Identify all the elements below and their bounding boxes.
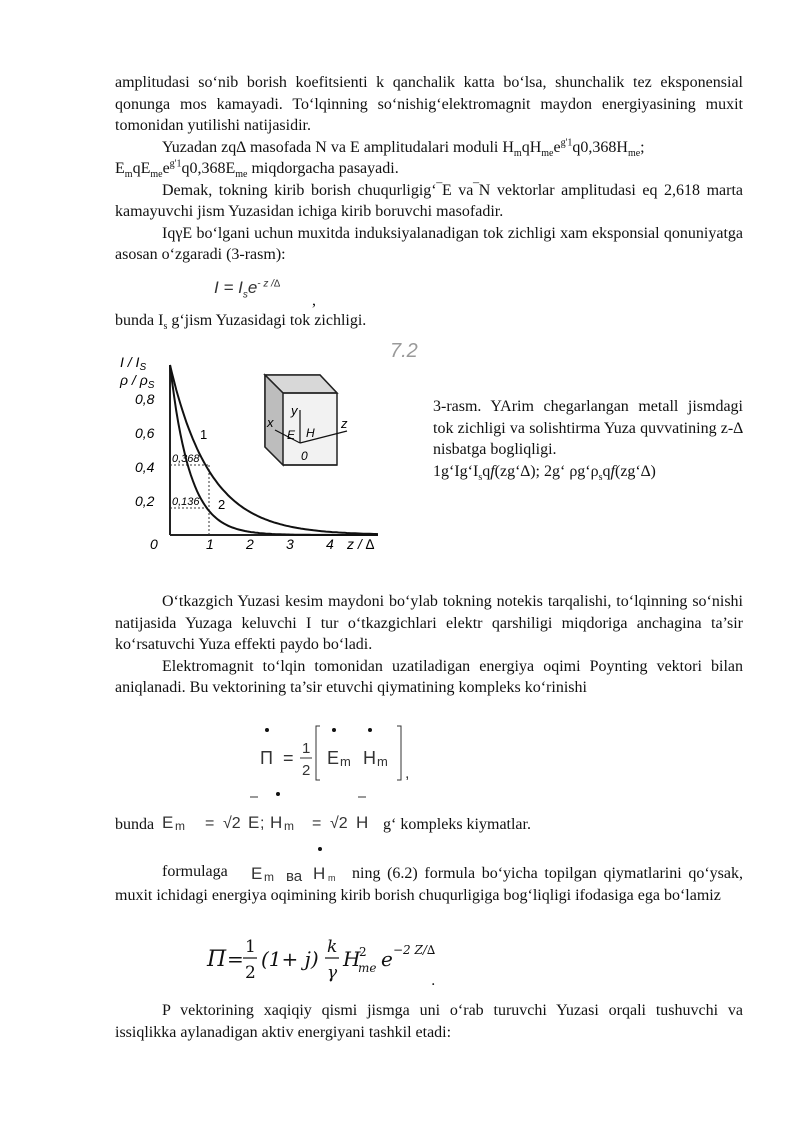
svg-text:Π: Π [260, 748, 273, 768]
figure-corner-mark: 7.2 [390, 340, 418, 362]
bunda-label: bunda [115, 816, 155, 833]
paragraph-2: Yuzadan zq∆ masofada N va E amplitudalari moduli $H_mqH_{me}e^{g'1}q0,368H_{me}$; $E_mqE_{me}e^{g'1}q0,368E_{me}$ miqdorgacha pasayadi. [115, 137, 645, 181]
paragraph-5: bunda $I_s$ g‘jism Yuzasidagi tok zichligi. [115, 312, 367, 333]
svg-text:H: H [270, 813, 283, 832]
y-axis-label-current: I / $I_S$ [120, 354, 147, 373]
cube-H-label: H [306, 426, 315, 440]
svg-text:E: E [248, 813, 260, 832]
svg-text:2: 2 [302, 762, 311, 779]
paragraph-6: O‘tkazgich Yuzasi kesim maydoni bo‘ylab tokning notekis tarqalishi, to‘lqinning so‘nishi natijasida Yuzaga keluvchi I tur o‘tkazgichlari elektr qarshiligi miqdoriga anchagina ta’sir ko‘rsatuvchi Yuza effekti paydo bo‘ladi. [115, 593, 743, 653]
y-tick-label: 0,4 [135, 459, 155, 475]
svg-text:=: = [312, 815, 322, 832]
svg-text:2: 2 [359, 945, 367, 959]
paragraph-4: IqγE bo‘lgani uchun muxitda induksiyalanadigan tok zichligi xam eksponsial qonuniyatga asosan o‘zgaradi (3-rasm): [115, 224, 743, 263]
svg-text:m: m [328, 873, 336, 883]
svg-text:e: e [381, 947, 393, 971]
x-tick-label: 4 [326, 536, 334, 552]
svg-text:E: E [327, 748, 340, 768]
curve-1-label: 1 [200, 427, 208, 442]
svg-text:m: m [284, 819, 294, 833]
svg-text:me: me [358, 961, 377, 975]
svg-text:=: = [205, 815, 215, 832]
x-tick-label: 2 [246, 536, 254, 552]
formulaga-label: formulaga [162, 863, 228, 880]
svg-text:2: 2 [245, 963, 256, 983]
complex-values-text: g‘ kompleks kiymatlar. [383, 816, 531, 833]
cube-origin-label: 0 [301, 449, 308, 463]
caption-legend: $1g‘Ig‘I_sqf(zg‘\Delta)$; 2g‘ $\rho g‘\rho_sqf(zg‘\Delta)$ [433, 462, 656, 483]
paragraph-9: ning (6.2) formula bo‘yicha topilgan qiymatlarini qo‘ysak, muxit ichidagi energiya oqimining kirib borish chuqurligiga bog‘liqligi ifodasiga ega bo‘lamiz [115, 865, 743, 904]
x-axis-label: z / ∆ [347, 536, 375, 552]
cube-y-label: y [291, 403, 298, 418]
svg-text:H: H [313, 864, 326, 883]
document-body [115, 72, 743, 266]
svg-text:,: , [405, 765, 410, 782]
formula-energy-flux [205, 928, 445, 990]
svg-text:.: . [431, 973, 436, 989]
svg-text:;: ; [260, 815, 265, 832]
svg-text:γ: γ [327, 963, 338, 983]
formula-comma: , [312, 292, 316, 309]
svg-text:m: m [175, 819, 185, 833]
formula-poynting [250, 718, 430, 788]
svg-text:=: = [283, 748, 294, 768]
figure-caption [433, 396, 743, 482]
svg-text:√2: √2 [223, 815, 241, 832]
cube-E-label: E [287, 428, 296, 442]
svg-text:(1+ j): (1+ j) [261, 947, 319, 971]
mark-0368: 0,368 [172, 453, 200, 465]
cube-diagram [265, 375, 348, 465]
y-axis-label-power: ρ / $\rho_S$ [120, 372, 155, 391]
document-body-lower [115, 591, 743, 699]
svg-text:Π: Π [207, 947, 227, 972]
svg-text:=: = [227, 947, 244, 971]
svg-text:k: k [327, 937, 338, 957]
formula-current-density: $I = I_se^{- z /\Delta}$ [214, 278, 281, 301]
svg-text:−2 Z/∆: −2 Z/∆ [393, 943, 436, 957]
svg-text:H: H [356, 813, 369, 832]
svg-text:m: m [264, 870, 274, 884]
paragraph-3: Demak, tokning kirib borish chuqurligig‘‾E va‾N vektorlar amplitudasi eq 2,618 marta kamayuvchi jism Yuzasidan ichiga kirib boruvchi masofadir. [115, 181, 743, 220]
svg-text:H: H [343, 947, 361, 971]
svg-text:E: E [251, 864, 263, 883]
svg-text:1: 1 [302, 740, 311, 757]
cube-x-label: x [267, 415, 274, 430]
svg-text:ва: ва [286, 868, 303, 885]
svg-text:m: m [340, 754, 351, 769]
figure-decay-curves [115, 335, 435, 565]
cube-z-label: z [341, 416, 348, 431]
svg-text:1: 1 [245, 937, 256, 957]
formula-complex-values [160, 788, 385, 838]
x-tick-label: 1 [206, 536, 214, 552]
svg-text:√2: √2 [330, 815, 348, 832]
svg-text:m: m [377, 754, 388, 769]
y-tick-label: 0,2 [135, 493, 155, 509]
mark-0136: 0,136 [172, 496, 200, 508]
curve-2-label: 2 [218, 497, 226, 512]
y-tick-label: 0,6 [135, 425, 155, 441]
paragraph-10: P vektorining xaqiqiy qismi jismga uni o‘rab turuvchi Yuzasi orqali tushuvchi va issiqlikka aylanadigan aktiv energiyani tashkil etadi: [115, 1002, 743, 1041]
x-tick-label: 3 [286, 536, 294, 552]
paragraph-7: Elektromagnit to‘lqin tomonidan uzatiladigan energiya oqimi Poynting vektori bilan aniqlanadi. Bu vektorining ta’sir etuvchi qiymatining kompleks ko‘rinishi [115, 657, 743, 696]
svg-text:H: H [363, 748, 376, 768]
y-tick-label: 0,8 [135, 391, 155, 407]
caption-text: 3-rasm. YArim chegarlangan metall jismdagi tok zichligi va solishtirma Yuza quvvatining z-∆ nisbatga bogliqligi. [433, 398, 743, 458]
paragraph-1: amplitudasi so‘nib borish koefitsienti k qanchalik katta bo‘lsa, shunchalik tez eksponensial qonunga mos kamayadi. To‘lqinning so‘nishig‘elektromagnit maydon energiyasining muxit tomonidan yutilishi natijasidir. [115, 74, 743, 134]
svg-text:E: E [162, 813, 174, 832]
x-tick-label: 0 [150, 536, 158, 552]
